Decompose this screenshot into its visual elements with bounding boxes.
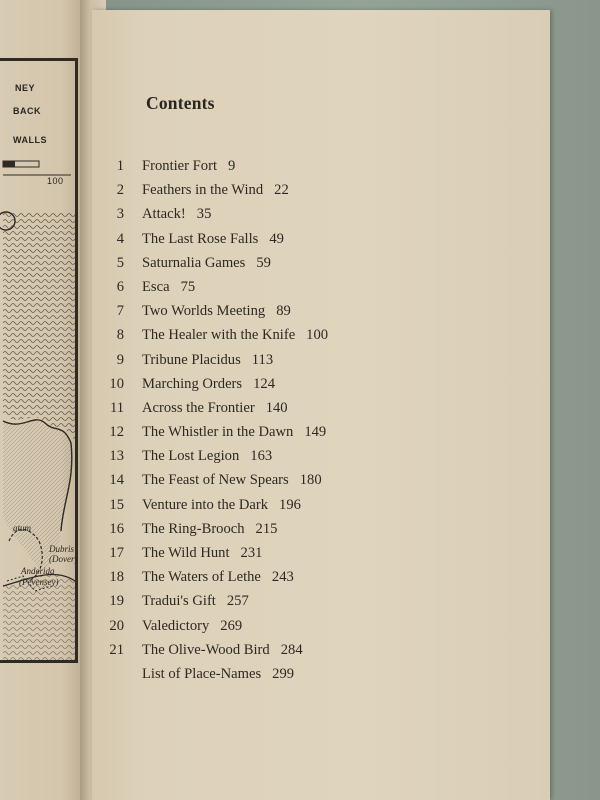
toc-page-number: 215 <box>255 520 278 537</box>
toc-entry <box>92 348 532 372</box>
toc-chapter-title-line <box>142 323 328 347</box>
toc-chapter-title: List of Place-Names <box>142 665 262 682</box>
toc-chapter-title: Valedictory <box>142 617 210 634</box>
toc-chapter-title-line <box>142 372 275 396</box>
toc-page-number: 9 <box>228 158 236 174</box>
toc-chapter-number: 13 <box>109 448 124 465</box>
toc-page-number: 180 <box>299 472 322 489</box>
toc-page-number: 22 <box>274 182 289 199</box>
toc-chapter-number: 6 <box>116 278 124 295</box>
toc-chapter-title-line <box>142 493 301 517</box>
toc-entry <box>92 372 532 396</box>
toc-chapter-title-line <box>142 638 303 662</box>
toc-chapter-title-line <box>142 154 235 178</box>
toc-chapter-title: The Olive-Wood Bird <box>142 641 270 658</box>
toc-entry <box>92 251 532 275</box>
toc-chapter-title-line <box>142 348 273 372</box>
toc-chapter-title: Two Worlds Meeting <box>142 303 266 320</box>
toc-page-number: 100 <box>306 327 329 344</box>
toc-entry <box>92 565 532 589</box>
toc-chapter-number: 20 <box>109 617 124 634</box>
toc-entry <box>92 202 532 226</box>
toc-page-number: 124 <box>253 375 275 392</box>
toc-chapter-title-line <box>142 662 294 686</box>
toc-chapter-title-line <box>142 517 277 541</box>
toc-chapter-title: Marching Orders <box>142 375 243 392</box>
place-label-atum: atum <box>13 523 31 533</box>
toc-entry <box>92 275 532 299</box>
toc-chapter-title: The Feast of New Spears <box>142 472 289 489</box>
toc-entry <box>92 420 532 444</box>
toc-chapter-title-line <box>142 468 322 492</box>
contents-page <box>92 10 550 800</box>
toc-chapter-number: 14 <box>109 472 124 489</box>
toc-chapter-title: Across the Frontier <box>142 399 255 416</box>
toc-chapter-title-line <box>142 178 289 202</box>
toc-entry <box>92 154 532 178</box>
place-label-dover: (Dover) <box>49 554 78 564</box>
toc-page-number: 269 <box>220 617 243 634</box>
toc-entry <box>92 662 532 686</box>
toc-chapter-number: 17 <box>109 545 124 561</box>
toc-chapter-number: 2 <box>116 182 124 199</box>
toc-chapter-title: The Wild Hunt <box>142 545 230 561</box>
table-of-contents <box>92 154 532 686</box>
toc-chapter-title: The Last Rose Falls <box>142 230 259 247</box>
toc-chapter-number: 7 <box>116 303 124 320</box>
toc-chapter-title-line <box>142 420 326 444</box>
toc-page-number: 257 <box>226 593 249 610</box>
toc-page-number: 140 <box>265 399 288 416</box>
toc-entry <box>92 493 532 517</box>
toc-entry <box>92 323 532 347</box>
toc-chapter-title-line <box>142 614 242 638</box>
toc-entry <box>92 468 532 492</box>
page-title: Contents <box>146 93 215 113</box>
toc-page-number: 149 <box>304 424 327 441</box>
toc-chapter-title: The Ring-Brooch <box>142 520 245 537</box>
toc-chapter-title: The Waters of Lethe <box>142 569 261 586</box>
toc-entry <box>92 444 532 468</box>
toc-page-number: 75 <box>180 278 196 295</box>
toc-page-number: 113 <box>251 351 274 368</box>
toc-chapter-number: 11 <box>109 399 124 416</box>
toc-page-number: 163 <box>250 448 273 465</box>
map-scale-label: 100 <box>47 176 64 186</box>
toc-chapter-number: 5 <box>116 254 124 271</box>
toc-chapter-title-line <box>142 202 211 226</box>
toc-chapter-number: 1 <box>116 158 124 174</box>
toc-chapter-number: 10 <box>109 375 124 392</box>
toc-entry <box>92 227 532 251</box>
toc-chapter-title-line <box>142 444 272 468</box>
toc-chapter-title: The Lost Legion <box>142 448 240 465</box>
map-frame <box>0 58 78 663</box>
toc-chapter-number: 9 <box>116 351 124 368</box>
toc-chapter-title: The Healer with the Knife <box>142 327 296 344</box>
toc-chapter-number: 21 <box>109 641 124 658</box>
toc-entry <box>92 541 532 565</box>
toc-page-number: 299 <box>272 665 295 682</box>
toc-entry <box>92 178 532 202</box>
toc-page-number: 243 <box>271 569 294 586</box>
toc-chapter-title: Attack! <box>142 206 186 223</box>
toc-chapter-title: Esca <box>142 278 170 295</box>
toc-chapter-title: Frontier Fort <box>142 158 217 174</box>
toc-entry <box>92 517 532 541</box>
toc-chapter-number: 3 <box>116 206 124 223</box>
toc-chapter-title-line <box>142 251 271 275</box>
toc-chapter-title-line <box>142 227 284 251</box>
toc-chapter-title: Tribune Placidus <box>142 351 241 368</box>
toc-chapter-title-line <box>142 299 291 323</box>
toc-chapter-number: 4 <box>116 230 124 247</box>
toc-chapter-number: 8 <box>116 327 124 344</box>
toc-chapter-title-line <box>142 275 195 299</box>
map-label-walls: WALLS <box>13 135 47 145</box>
toc-entry <box>92 614 532 638</box>
toc-entry <box>92 299 532 323</box>
toc-chapter-number: 18 <box>109 569 124 586</box>
toc-page-number: 284 <box>280 641 303 658</box>
toc-chapter-number: 16 <box>109 520 124 537</box>
toc-page-number: 196 <box>279 496 301 513</box>
toc-chapter-number: 15 <box>109 496 124 513</box>
place-label-dubris: Dubris <box>49 544 75 554</box>
toc-page-number: 59 <box>256 254 271 271</box>
toc-entry <box>92 396 532 420</box>
toc-chapter-title: Saturnalia Games <box>142 254 246 271</box>
toc-chapter-title: Venture into the Dark <box>142 496 269 513</box>
toc-chapter-title: The Whistler in the Dawn <box>142 424 294 441</box>
facing-page-map <box>0 0 88 800</box>
toc-chapter-title-line <box>142 565 294 589</box>
toc-chapter-title-line <box>142 589 249 613</box>
toc-page-number: 49 <box>269 230 284 247</box>
toc-chapter-number: 12 <box>109 424 124 441</box>
toc-chapter-number: 19 <box>109 593 124 610</box>
toc-page-number: 231 <box>240 545 263 561</box>
toc-entry <box>92 638 532 662</box>
toc-chapter-title: Feathers in the Wind <box>142 182 264 199</box>
place-label-anderida: Anderida <box>21 566 55 576</box>
toc-chapter-title-line <box>142 541 262 565</box>
toc-chapter-title-line <box>142 396 288 420</box>
toc-entry <box>92 589 532 613</box>
map-label-ney: NEY <box>15 83 36 93</box>
toc-page-number: 89 <box>276 303 291 320</box>
place-label-pevensey: (Pevensey) <box>19 577 59 587</box>
toc-chapter-title: Tradui's Gift <box>142 593 216 610</box>
toc-page-number: 35 <box>196 206 212 223</box>
map-label-back: BACK <box>13 106 41 116</box>
